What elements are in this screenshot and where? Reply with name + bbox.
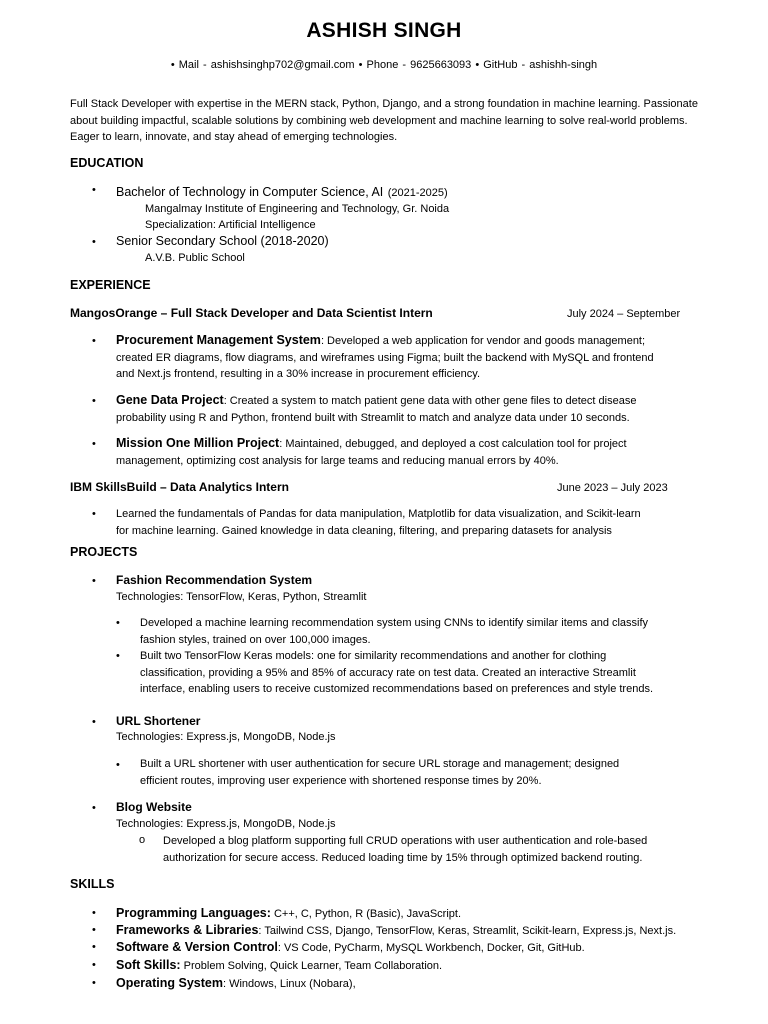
summary-paragraph: Full Stack Developer with expertise in the MERN stack, Python, Django, and a strong foundation in machine learning. Passionate about building impactful, scalable solutions by combining web development and machine learning to solve real-world problems. Eager to learn, innovate, and stay ahead of emerging technologies.: [70, 98, 698, 143]
bullet-icon: •: [116, 650, 120, 662]
skill-label: Frameworks & Libraries: [116, 923, 259, 937]
skill-row: [116, 974, 356, 992]
education-heading: EDUCATION: [70, 156, 144, 170]
contact-line: • Mail - ashishsinghp702@gmail.com • Phone - 9625663093 • GitHub - ashishh-singh: [170, 59, 598, 71]
item-label: Mission One Million Project: [116, 436, 280, 450]
skill-value: C++, C, Python, R (Basic), JavaScript.: [270, 908, 462, 920]
skill-row: [116, 904, 461, 922]
project-name: Blog Website: [116, 800, 192, 814]
job-title: MangosOrange – Full Stack Developer and Data Scientist Intern: [70, 306, 433, 320]
project-name: URL Shortener: [116, 714, 201, 728]
skill-value: : Tailwind CSS, Django, TensorFlow, Keras, Streamlit, Scikit-learn, Express.js, Next.js.: [258, 925, 677, 937]
school-title: Senior Secondary School (2018-2020): [116, 234, 329, 248]
skill-label: Operating System: [116, 976, 223, 990]
bullet-icon: •: [92, 575, 96, 587]
bullet-icon: •: [92, 924, 96, 936]
school-name: A.V.B. Public School: [145, 252, 245, 264]
skill-value: Problem Solving, Quick Learner, Team Collaboration.: [180, 960, 443, 972]
job-dates: July 2024 – September: [567, 308, 681, 320]
bullet-icon: •: [92, 395, 96, 407]
bullet-icon: •: [92, 438, 96, 450]
item-label: Gene Data Project: [116, 393, 224, 407]
degree-years: (2021-2025): [387, 187, 448, 199]
bullet-icon: •: [116, 759, 120, 771]
experience-item: Mission One Million Project: Maintained, debugged, and deployed a cost calculation tool for project management, optimizing cost analysis for large teams and reducing manual errors by 40%.: [116, 436, 627, 467]
skill-row: [116, 956, 442, 974]
candidate-name: ASHISH SINGH: [306, 19, 462, 42]
bullet-icon: •: [92, 508, 96, 520]
bullet-icon: •: [92, 977, 96, 989]
project-point: Developed a machine learning recommendation system using CNNs to identify similar items and classify fashion styles, trained on over 100,000 images.: [140, 617, 649, 646]
skill-row: [116, 921, 676, 939]
project-name: Fashion Recommendation System: [116, 573, 313, 587]
projects-heading: PROJECTS: [70, 545, 138, 559]
experience-item: Learned the fundamentals of Pandas for data manipulation, Matplotlib for data visualization, and Scikit-learn for machine learning. Gained knowledge in data cleaning, filtering, and preparing datasets for analysis: [116, 508, 641, 537]
bullet-icon: •: [92, 959, 96, 971]
bullet-icon: •: [92, 941, 96, 953]
project-point: Built two TensorFlow Keras models: one for similarity recommendations and another for clothing classification, providing a 95% and 85% of accuracy rate on test data. Created an interactive Streamlit interface, enabling users to receive customized recommendations based on preferences and style trends.: [140, 650, 654, 695]
bullet-icon: •: [92, 716, 96, 728]
skill-row: [116, 938, 585, 956]
project-tech: Technologies: Express.js, MongoDB, Node.js: [116, 731, 336, 743]
skill-value: : Windows, Linux (Nobara),: [222, 978, 356, 990]
experience-heading: EXPERIENCE: [70, 278, 151, 292]
bullet-icon: •: [116, 617, 120, 629]
bullet-icon: •: [92, 907, 96, 919]
project-tech: Technologies: TensorFlow, Keras, Python, Streamlit: [116, 591, 367, 603]
job-title: IBM SkillsBuild – Data Analytics Intern: [70, 480, 289, 494]
bullet-icon: •: [92, 802, 96, 814]
institute-name: Mangalmay Institute of Engineering and Technology, Gr. Noida: [145, 203, 450, 215]
experience-item: Gene Data Project: Created a system to match patient gene data with other gene files to detect disease probability using R and Python, frontend built with Streamlit to match and analyze data under 10 seconds.: [116, 393, 637, 424]
bullet-icon: •: [92, 335, 96, 347]
skill-label: Software & Version Control: [116, 940, 278, 954]
bullet-icon: •: [92, 236, 96, 248]
skill-value: : VS Code, PyCharm, MySQL Workbench, Docker, Git, GitHub.: [277, 942, 585, 954]
job-dates: June 2023 – July 2023: [557, 482, 668, 494]
project-point: Built a URL shortener with user authentication for secure URL storage and management; designed efficient routes, improving user experience with shortened response times by 20%.: [140, 758, 620, 787]
skill-label: Programming Languages:: [116, 906, 271, 920]
project-point: Developed a blog platform supporting full CRUD operations with user authentication and role-based authorization for secure access. Reduced loading time by 15% through optimized backend routing.: [163, 835, 648, 864]
skills-heading: SKILLS: [70, 877, 115, 891]
hollow-bullet-icon: o: [139, 834, 146, 846]
experience-item: Procurement Management System: Developed a web application for vendor and goods management; created ER diagrams, flow diagrams, and wireframes using Figma; built the backend with MySQL and frontend and Next.js frontend, resulting in a 30% increase in procurement efficiency.: [116, 333, 654, 380]
specialization: Specialization: Artificial Intelligence: [145, 219, 316, 231]
degree-title: Bachelor of Technology in Computer Science, AI: [116, 185, 384, 199]
item-label: Procurement Management System: [116, 333, 321, 347]
skill-label: Soft Skills:: [116, 958, 181, 972]
bullet-icon: •: [92, 184, 96, 196]
project-tech: Technologies: Express.js, MongoDB, Node.js: [116, 818, 336, 830]
education-item-1: [116, 183, 448, 201]
